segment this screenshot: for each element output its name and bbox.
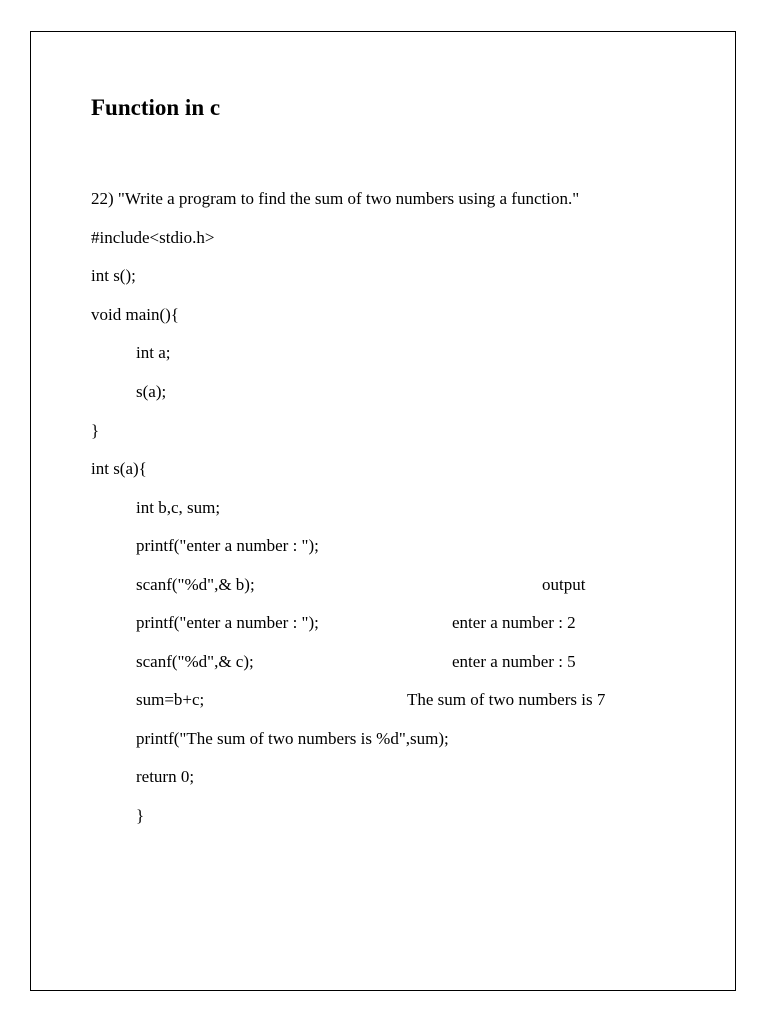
code-line: sum=b+c; [136,690,205,709]
output-heading: output [542,575,586,594]
document-title: Function in c [91,95,221,120]
code-line: printf("enter a number : "); [136,613,319,632]
output-line: enter a number : 2 [452,613,576,632]
code-line: int a; [136,343,171,362]
code-line: } [136,806,145,825]
output-line: enter a number : 5 [452,652,576,671]
code-line: printf("The sum of two numbers is %d",sum); [136,729,449,748]
code-line: int s(a){ [91,459,147,478]
code-line: } [91,421,100,440]
code-line: #include<stdio.h> [91,228,215,247]
code-line: return 0; [136,767,195,786]
code-line: scanf("%d",& c); [136,652,254,671]
code-line: int b,c, sum; [136,498,221,517]
code-line: scanf("%d",& b); [136,575,255,594]
code-line: printf("enter a number : "); [136,536,319,555]
code-line: void main(){ [91,305,179,324]
question-text: 22) "Write a program to find the sum of two numbers using a function." [91,189,580,208]
code-line: s(a); [136,382,167,401]
code-line: int s(); [91,266,136,285]
output-line: The sum of two numbers is 7 [407,690,606,709]
